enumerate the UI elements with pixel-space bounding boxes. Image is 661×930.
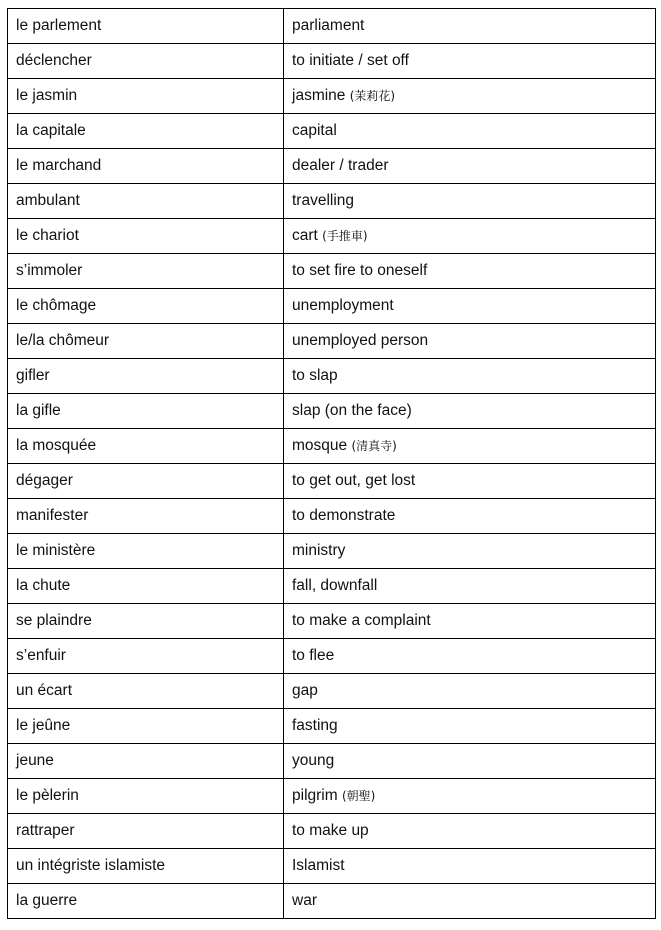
english-translation-cell	[284, 219, 656, 254]
table-row	[8, 849, 656, 884]
french-term-cell: le jeûne	[8, 709, 284, 744]
table-row	[8, 604, 656, 639]
english-translation-text: Islamist	[292, 857, 345, 874]
english-translation-text: fall, downfall	[292, 577, 378, 594]
french-term-cell: le marchand	[8, 149, 284, 184]
english-translation-text: to get out, get lost	[292, 472, 416, 489]
table-row	[8, 254, 656, 289]
french-term-cell: ambulant	[8, 184, 284, 219]
english-translation-cell	[284, 184, 656, 219]
table-row	[8, 884, 656, 919]
french-term-cell: le chariot	[8, 219, 284, 254]
french-term-cell: dégager	[8, 464, 284, 499]
english-translation-cell	[284, 534, 656, 569]
chinese-gloss-note: (清真寺)	[351, 439, 397, 453]
english-translation-cell	[284, 324, 656, 359]
table-row	[8, 744, 656, 779]
vocabulary-table	[7, 8, 656, 919]
english-translation-text: to demonstrate	[292, 507, 396, 524]
english-translation-text: dealer / trader	[292, 157, 389, 174]
table-row	[8, 289, 656, 324]
table-row	[8, 464, 656, 499]
french-term-cell: le/la chômeur	[8, 324, 284, 359]
french-term-cell: le pèlerin	[8, 779, 284, 814]
english-translation-text: to make a complaint	[292, 612, 431, 629]
english-translation-cell	[284, 289, 656, 324]
vocabulary-table-body	[8, 9, 656, 919]
english-translation-cell	[284, 639, 656, 674]
french-term-cell: la gifle	[8, 394, 284, 429]
table-row	[8, 324, 656, 359]
french-term-cell: le chômage	[8, 289, 284, 324]
english-translation-text: mosque	[292, 437, 352, 454]
english-translation-cell	[284, 254, 656, 289]
english-translation-text: jasmine	[292, 87, 350, 104]
french-term-cell: la mosquée	[8, 429, 284, 464]
french-term-cell: le parlement	[8, 9, 284, 44]
english-translation-cell	[284, 44, 656, 79]
english-translation-cell	[284, 814, 656, 849]
table-row	[8, 359, 656, 394]
french-term-cell: manifester	[8, 499, 284, 534]
english-translation-cell	[284, 149, 656, 184]
table-row	[8, 114, 656, 149]
english-translation-text: to slap	[292, 367, 338, 384]
french-term-cell: le jasmin	[8, 79, 284, 114]
english-translation-cell	[284, 394, 656, 429]
english-translation-cell	[284, 114, 656, 149]
table-row	[8, 499, 656, 534]
english-translation-text: capital	[292, 122, 337, 139]
english-translation-cell	[284, 464, 656, 499]
english-translation-text: to set fire to oneself	[292, 262, 428, 279]
table-row	[8, 674, 656, 709]
english-translation-text: fasting	[292, 717, 338, 734]
english-translation-text: ministry	[292, 542, 346, 559]
table-row	[8, 639, 656, 674]
french-term-cell: déclencher	[8, 44, 284, 79]
french-term-cell: la guerre	[8, 884, 284, 919]
english-translation-cell	[284, 849, 656, 884]
french-term-cell: le ministère	[8, 534, 284, 569]
table-row	[8, 534, 656, 569]
english-translation-text: parliament	[292, 17, 365, 34]
english-translation-text: slap (on the face)	[292, 402, 412, 419]
english-translation-cell	[284, 884, 656, 919]
french-term-cell: rattraper	[8, 814, 284, 849]
table-row	[8, 149, 656, 184]
chinese-gloss-note: (手推車)	[322, 229, 368, 243]
english-translation-text: pilgrim	[292, 787, 342, 804]
english-translation-cell	[284, 604, 656, 639]
table-row	[8, 44, 656, 79]
table-row	[8, 394, 656, 429]
english-translation-text: unemployment	[292, 297, 394, 314]
english-translation-text: unemployed person	[292, 332, 429, 349]
english-translation-cell	[284, 9, 656, 44]
english-translation-text: to initiate / set off	[292, 52, 409, 69]
english-translation-text: war	[292, 892, 317, 909]
english-translation-cell	[284, 499, 656, 534]
english-translation-cell	[284, 674, 656, 709]
table-row	[8, 184, 656, 219]
english-translation-cell	[284, 744, 656, 779]
table-row	[8, 429, 656, 464]
french-term-cell: un intégriste islamiste	[8, 849, 284, 884]
english-translation-cell	[284, 569, 656, 604]
french-term-cell: un écart	[8, 674, 284, 709]
table-row	[8, 79, 656, 114]
french-term-cell: se plaindre	[8, 604, 284, 639]
french-term-cell: gifler	[8, 359, 284, 394]
english-translation-text: gap	[292, 682, 318, 699]
table-row	[8, 709, 656, 744]
french-term-cell: la chute	[8, 569, 284, 604]
french-term-cell: la capitale	[8, 114, 284, 149]
chinese-gloss-note: (茉莉花)	[349, 89, 396, 103]
english-translation-text: young	[292, 752, 335, 769]
table-row	[8, 779, 656, 814]
english-translation-text: to flee	[292, 647, 335, 664]
english-translation-cell	[284, 779, 656, 814]
table-row	[8, 569, 656, 604]
english-translation-cell	[284, 709, 656, 744]
english-translation-text: cart	[292, 227, 323, 244]
french-term-cell: s’immoler	[8, 254, 284, 289]
table-row	[8, 9, 656, 44]
english-translation-text: travelling	[292, 192, 355, 209]
english-translation-cell	[284, 359, 656, 394]
french-term-cell: jeune	[8, 744, 284, 779]
chinese-gloss-note: (朝聖)	[341, 789, 376, 803]
english-translation-cell	[284, 79, 656, 114]
table-row	[8, 814, 656, 849]
french-term-cell: s’enfuir	[8, 639, 284, 674]
english-translation-cell	[284, 429, 656, 464]
table-row	[8, 219, 656, 254]
english-translation-text: to make up	[292, 822, 369, 839]
